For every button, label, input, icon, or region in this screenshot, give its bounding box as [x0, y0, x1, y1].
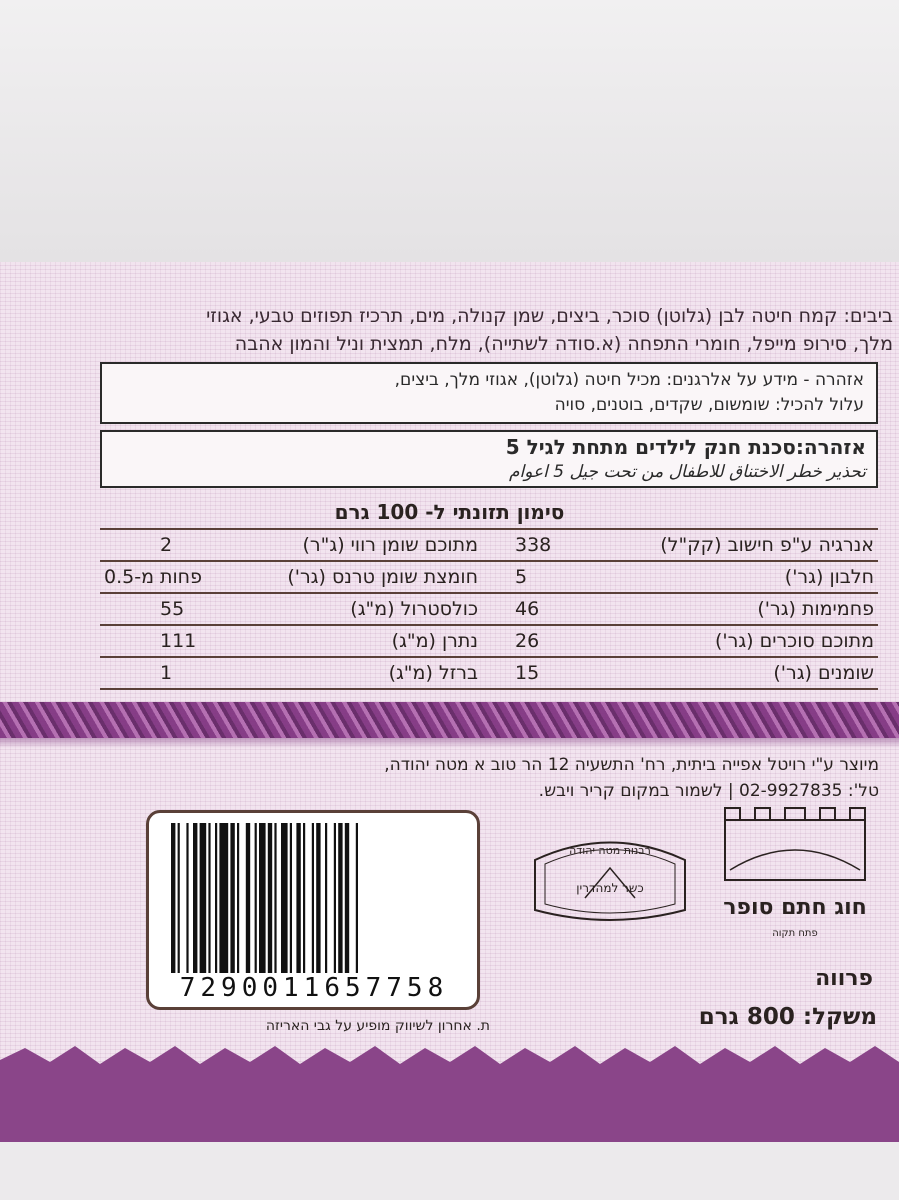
- ingredients-text: [13, 302, 893, 358]
- barcode-bar: [171, 823, 175, 973]
- braid-divider: [0, 702, 899, 738]
- hotam-sub: פתח תקוה: [772, 928, 818, 939]
- hotam-name: חוג חתם סופר: [723, 895, 867, 920]
- barcode-bar: [193, 823, 197, 973]
- barcode-box: [146, 810, 480, 1010]
- nutrient-name-2: חומצת שומן טרנס (גר'): [287, 566, 478, 588]
- nutrition-row: [100, 594, 878, 626]
- barcode-bar: [338, 823, 342, 973]
- choking-warning-arabic: تحذير خطر الاختناق للاطفال من تحت جيل 5 اعوام: [508, 462, 866, 482]
- nutrition-row: [100, 658, 878, 690]
- nutrient-value: 26: [515, 630, 540, 652]
- background-surface: [0, 0, 899, 262]
- kosher-stamp-icon: [525, 830, 695, 925]
- barcode-bar: [230, 823, 234, 973]
- nutrient-name: שומנים (גר'): [773, 662, 874, 684]
- nutrient-value-2: פחות מ-0.5: [104, 566, 202, 588]
- nutrition-row: [100, 530, 878, 562]
- barcode-bar: [219, 823, 228, 973]
- nutrient-name: אנרגיה ע"פ חישוב (קק"ל): [660, 534, 874, 556]
- barcode-bar: [312, 823, 314, 973]
- barcode-number: 7290011657758: [179, 973, 449, 1003]
- choking-warning-box: [100, 430, 878, 488]
- barcode-bar: [186, 823, 188, 973]
- producer-info: [19, 752, 879, 804]
- nutrition-row: [100, 562, 878, 594]
- nutrient-value: 46: [515, 598, 540, 620]
- barcode-bar: [268, 823, 272, 973]
- zigzag-border: [0, 1040, 899, 1142]
- best-before-note: ת. אחרון לשיווק מופיע על גבי האריזה: [265, 1018, 490, 1034]
- ingredients-line-1: ביבים: קמח חיטה לבן (גלוטן) סוכר, ביצים, שמן קנולה, מים, תרכיז תפוזים טבעי, אגוזי: [206, 305, 893, 327]
- barcode-bar: [296, 823, 300, 973]
- allergen-line-1: אזהרה - מידע על אלרגנים: מכיל חיטה (גלוטן), אגוזי מלך, ביצים,: [394, 370, 864, 390]
- barcode-bar: [334, 823, 336, 973]
- nutrient-name-2: נתרן (מ"ג): [391, 630, 478, 652]
- barcode-bar: [303, 823, 305, 973]
- nutrient-value: 338: [515, 534, 552, 556]
- barcode-bar: [246, 823, 250, 973]
- nutrient-value-2: 111: [160, 630, 197, 652]
- nutrient-name: חלבון (גר'): [784, 566, 874, 588]
- nutrition-row: [100, 626, 878, 658]
- nutrient-name-2: כולסטרול (מ"ג): [350, 598, 478, 620]
- parve-label: פרווה: [815, 966, 873, 991]
- hotam-sofer-logo: [710, 800, 880, 960]
- castle-icon: [710, 800, 880, 895]
- barcode-bar: [178, 823, 180, 973]
- barcode-bar: [274, 823, 276, 973]
- nutrient-value-2: 1: [160, 662, 173, 684]
- producer-address: מיוצר ע"י רויטל אפייה ביתית, רח' התשעיה 12 הר טוב א מטה יהודה,: [384, 755, 879, 775]
- nutrient-name-2: ברזל (מ"ג): [388, 662, 478, 684]
- nutrient-value-2: 2: [160, 534, 173, 556]
- nutrient-name: פחמימות (גר'): [757, 598, 874, 620]
- nutrient-name-2: מתוכם שומן רווי (ג"ר): [302, 534, 478, 556]
- kosher-certificate-text: כשר למהדרין: [576, 881, 644, 895]
- kosher-rabbinate-text: רבנות מטה יהודה: [569, 844, 651, 857]
- barcode-bar: [208, 823, 210, 973]
- ingredients-line-2: מלך, סירופ מייפל, חומרי התפחה (א.סודה לשתייה), מלח, תמצית וניל והמון אהבה: [234, 333, 893, 355]
- barcode-bar: [255, 823, 257, 973]
- nutrition-table: [100, 528, 878, 690]
- barcode-bar: [259, 823, 266, 973]
- barcode-bar: [281, 823, 288, 973]
- barcode-bar: [200, 823, 207, 973]
- nutrient-name: מתוכם סוכרים (גר'): [714, 630, 874, 652]
- barcode-bar: [356, 823, 358, 973]
- barcode-bar: [215, 823, 217, 973]
- barcode-icon: [167, 823, 463, 973]
- braid-shadow: [0, 738, 899, 748]
- nutrition-title: סימון תזונתי ל- 100 גרם: [334, 500, 565, 524]
- allergen-line-2: עלול להכיל: שומשום, שקדים, בוטנים, סויה: [554, 395, 864, 415]
- barcode-bar: [345, 823, 349, 973]
- nutrient-value: 5: [515, 566, 528, 588]
- barcode-bar: [325, 823, 327, 973]
- barcode-bar: [316, 823, 320, 973]
- producer-phone: טל': 02-9927835 | לשמור במקום קריר ויבש.: [538, 781, 879, 801]
- weight-label: משקל: 800 גרם: [698, 1004, 877, 1030]
- nutrient-value: 15: [515, 662, 540, 684]
- choking-warning-title: אזהרה:סכנת חנק לילדים מתחת לגיל 5: [505, 435, 866, 459]
- allergen-box: [100, 362, 878, 424]
- nutrient-value-2: 55: [160, 598, 185, 620]
- barcode-bar: [290, 823, 292, 973]
- barcode-bar: [237, 823, 239, 973]
